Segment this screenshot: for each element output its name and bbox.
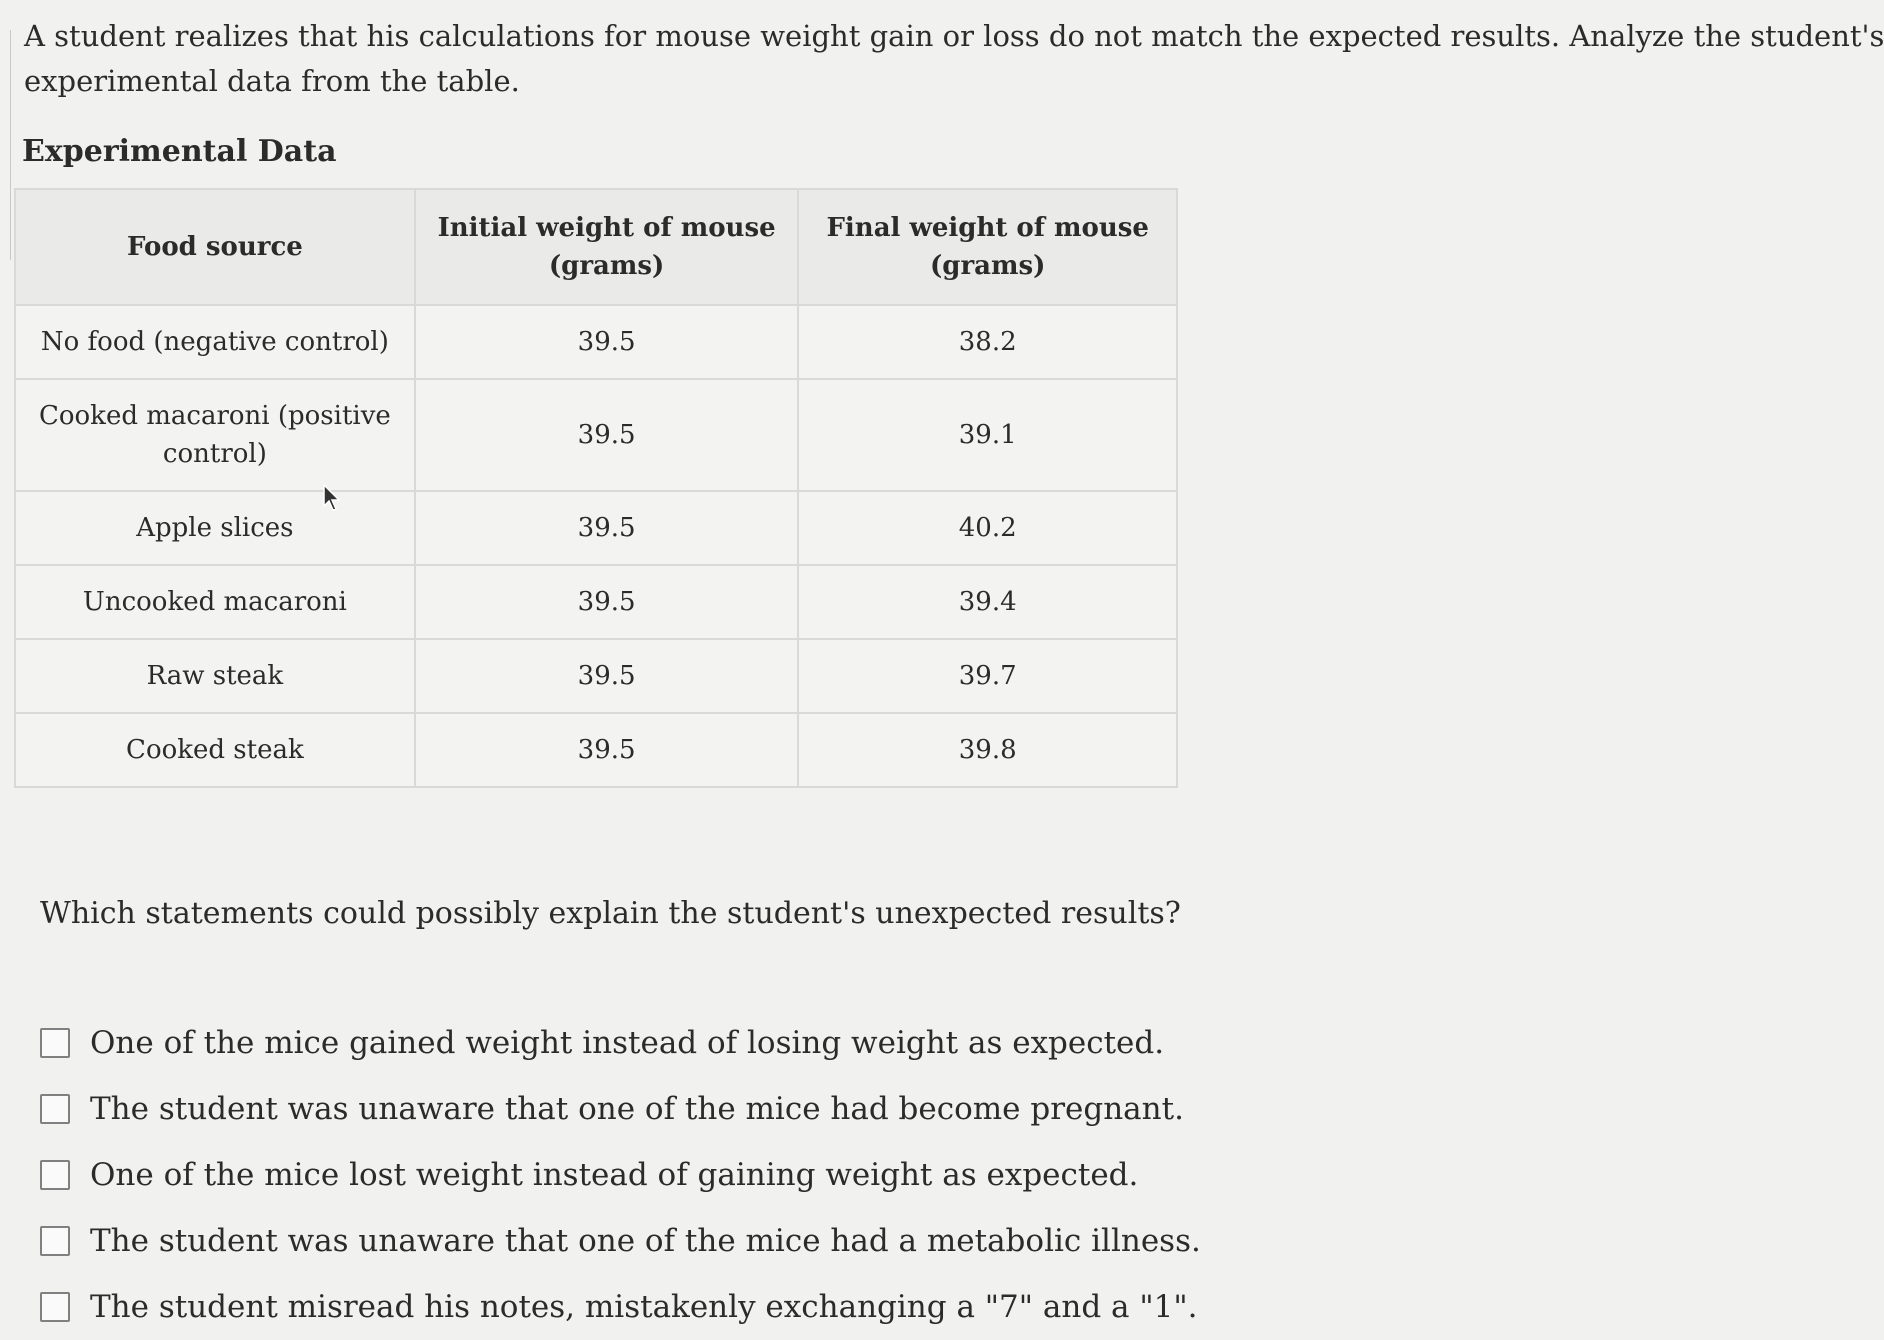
answer-option[interactable] <box>40 1208 1201 1274</box>
cell-food: Cooked macaroni (positive control) <box>15 379 415 491</box>
question-text: Which statements could possibly explain the student's unexpected results? <box>40 896 1181 931</box>
left-edge-divider <box>0 30 11 260</box>
option-label: One of the mice gained weight instead of losing weight as expected. <box>90 1025 1165 1061</box>
table-row <box>15 713 1177 787</box>
table-row <box>15 491 1177 565</box>
checkbox-unchecked-icon[interactable] <box>40 1028 70 1058</box>
option-label: The student was unaware that one of the mice had a metabolic illness. <box>90 1223 1201 1259</box>
intro-text <box>24 14 1884 104</box>
cell-initial: 39.5 <box>415 491 799 565</box>
checkbox-unchecked-icon[interactable] <box>40 1094 70 1124</box>
cell-initial: 39.5 <box>415 639 799 713</box>
table-row <box>15 305 1177 379</box>
table-row <box>15 565 1177 639</box>
cell-food: Cooked steak <box>15 713 415 787</box>
answer-option[interactable] <box>40 1274 1201 1340</box>
checkbox-unchecked-icon[interactable] <box>40 1226 70 1256</box>
cell-initial: 39.5 <box>415 305 799 379</box>
answer-options <box>40 1010 1201 1340</box>
cell-final: 39.8 <box>798 713 1177 787</box>
option-label: One of the mice lost weight instead of gaining weight as expected. <box>90 1157 1139 1193</box>
header-initial-weight: Initial weight of mouse (grams) <box>415 189 799 305</box>
cell-initial: 39.5 <box>415 379 799 491</box>
cell-food: Apple slices <box>15 491 415 565</box>
option-label: The student was unaware that one of the mice had become pregnant. <box>90 1091 1184 1127</box>
intro-line-1: A student realizes that his calculations for mouse weight gain or loss do not match the expected results. Analyze the student's <box>24 19 1884 53</box>
cell-final: 38.2 <box>798 305 1177 379</box>
experimental-data-table <box>14 188 1178 788</box>
option-label: The student misread his notes, mistakenly exchanging a "7" and a "1". <box>90 1289 1198 1325</box>
cell-initial: 39.5 <box>415 713 799 787</box>
answer-option[interactable] <box>40 1010 1201 1076</box>
mouse-pointer-icon <box>322 484 344 512</box>
cell-food: No food (negative control) <box>15 305 415 379</box>
cell-food: Uncooked macaroni <box>15 565 415 639</box>
table-row <box>15 639 1177 713</box>
answer-option[interactable] <box>40 1076 1201 1142</box>
answer-option[interactable] <box>40 1142 1201 1208</box>
header-food-source: Food source <box>15 189 415 305</box>
cell-food: Raw steak <box>15 639 415 713</box>
table-row <box>15 379 1177 491</box>
cell-final: 39.4 <box>798 565 1177 639</box>
header-final-weight: Final weight of mouse (grams) <box>798 189 1177 305</box>
intro-line-2: experimental data from the table. <box>24 64 520 98</box>
checkbox-unchecked-icon[interactable] <box>40 1292 70 1322</box>
table-header-row <box>15 189 1177 305</box>
cell-initial: 39.5 <box>415 565 799 639</box>
checkbox-unchecked-icon[interactable] <box>40 1160 70 1190</box>
cell-final: 39.1 <box>798 379 1177 491</box>
section-title: Experimental Data <box>22 134 337 169</box>
cell-final: 39.7 <box>798 639 1177 713</box>
cell-final: 40.2 <box>798 491 1177 565</box>
